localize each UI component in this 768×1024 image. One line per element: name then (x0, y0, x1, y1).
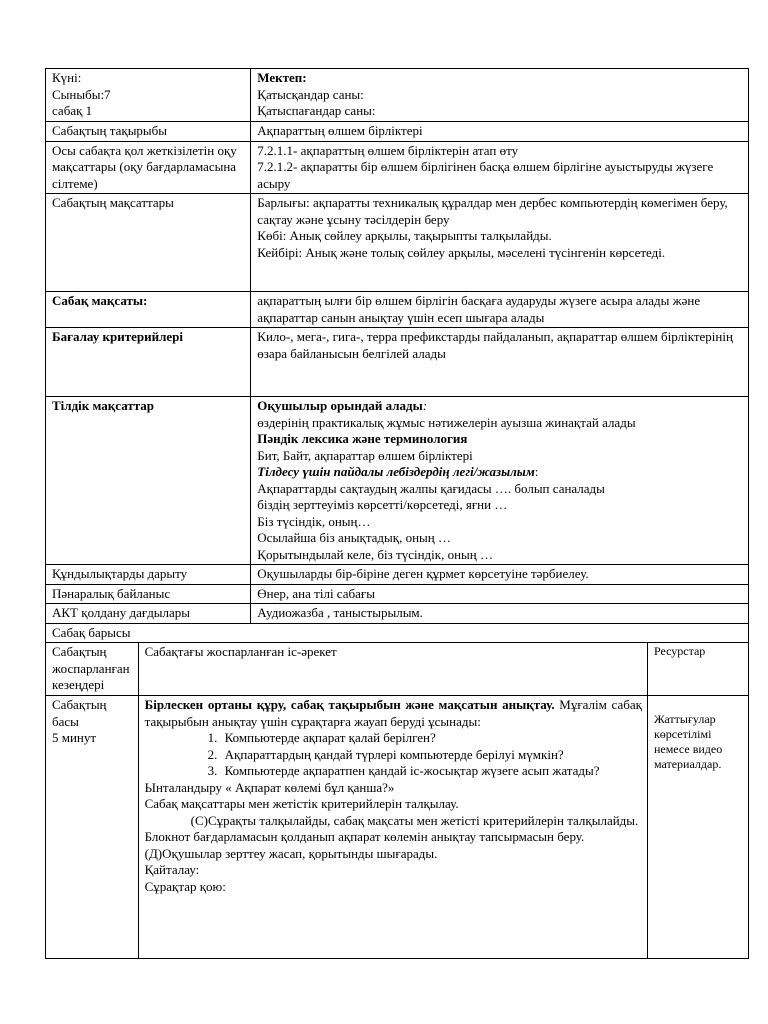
can-do-text: өздерінің практикалық жұмыс нәтижелерін ауызша жинақтай алады (257, 414, 636, 430)
criteria-value: Кило-, мега-, гига-, терра префикстарды пайдаланып, ақпараттар өлшем бірліктерінің өзара байланысын белгілей алады (251, 328, 749, 397)
phrases-title: Тілдесу үшін пайдалы лебіздердің легі/жазылым (257, 464, 535, 479)
class-label: Сыныбы:7 (52, 86, 111, 102)
school-cell (251, 69, 749, 122)
lesson-aim-value: ақпараттың ылғи бір өлшем бірлігін басқаға аударуды жүзеге асыра алады және ақпараттар санын анықтау үшін есеп шығара алады (251, 292, 749, 328)
phrase-3: Біз түсіндік, оның… (257, 513, 371, 529)
date-label: Күні: (52, 70, 82, 85)
stage-start-resources: Жаттығулар көрсетілімі немесе видео материалдар. (647, 696, 748, 959)
notepad-task: Блокнот бағдарламасын қолданып ақпарат көлемін анықтау тапсырмасын беру. (144, 829, 585, 844)
can-do-title: Оқушылыр орындай алады (257, 398, 423, 413)
question-item: 2. Ақпараттардың қандай түрлері компьютерде берілуі мүмкін? (221, 747, 642, 764)
absent-label: Қатыспағандар саны: (257, 103, 376, 118)
stage-start-activity (138, 696, 647, 959)
ict-value: Аудиожазба , таныстырылым. (251, 604, 749, 624)
crosscurricular-row (46, 584, 749, 604)
objectives-row (46, 141, 749, 194)
goal-all: Барлығы: ақпаратты техникалық құралдар мен дербес компьютердің көмегімен беру, сақтау және ұсыну тәсілдерін беру (257, 195, 728, 227)
objectives-label: Осы сабақта қол жеткізілетін оқу мақсаттары (оқу бағдарламасына сілтеме) (46, 141, 251, 194)
topic-row (46, 122, 749, 142)
ict-row (46, 604, 749, 624)
stage-start-row (46, 696, 749, 959)
stage-start-cell (46, 696, 139, 959)
col-resources-header: Ресурстар (647, 643, 748, 696)
progress-header-row (46, 643, 749, 696)
goal-some: Кейбірі: Анық және толық сөйлеу арқылы, мәселені түсінгенін көрсетеді. (257, 244, 666, 260)
lesson-plan (45, 68, 749, 959)
lesson-progress-table (45, 623, 749, 960)
objectives-value (251, 141, 749, 194)
d-line: (Д)Оқушылар зерттеу жасап, қорытынды шығарады. (144, 845, 438, 861)
values-value: Оқушыларды бір-біріне деген құрмет көрсетуіне тәрбиелеу. (251, 565, 749, 585)
phrase-5: Қорытындылай келе, біз түсіндік, оның … (257, 546, 493, 562)
can-do-colon: : (422, 398, 428, 413)
review-label: Қайталау: (144, 862, 200, 877)
stage-start-duration: 5 минут (52, 730, 97, 745)
goal-most: Көбі: Анық сөйлеу арқылы, тақырыпты талқылайды. (257, 228, 552, 243)
c-line: (С)Сұрақты талқылайды, сабақ мақсаты мен жетісті критерийлерін талқылайды. (190, 812, 639, 828)
lesson-aim-row (46, 292, 749, 328)
school-label: Мектеп: (257, 70, 307, 85)
topic-value: Ақпараттың өлшем бірліктері (251, 122, 749, 142)
motivation-text: Ынталандыру « Ақпарат көлемі бұл қанша?» (144, 779, 395, 795)
col-stage-header: Сабақтың жоспарланған кезеңдері (46, 643, 139, 696)
lesson-goals-value (251, 194, 749, 292)
ict-label: АКТ қолдану дағдылары (46, 604, 251, 624)
progress-title-row (46, 623, 749, 643)
phrase-4: Осылайша біз анықтадық, оның … (257, 530, 451, 545)
phrase-2: біздің зерттеуіміз көрсетті/көрсетеді, яғни … (257, 497, 508, 512)
header-row (46, 69, 749, 122)
col-activity-header: Сабақтағы жоспарланған іс-әрекет (138, 643, 647, 696)
language-value (251, 397, 749, 565)
progress-title: Сабақ барысы (46, 623, 749, 643)
crosscurricular-value: Өнер, ана тілі сабағы (251, 584, 749, 604)
ask-label: Сұрақтар қою: (144, 878, 226, 894)
vocab-text: Бит, Байт, ақпараттар өлшем бірліктері (257, 447, 473, 463)
question-item: 1. Компьютерде ақпарат қалай берілген? (221, 730, 642, 747)
criteria-label: Бағалау критерийлері (46, 328, 251, 397)
date-class-cell (46, 69, 251, 122)
phrases-colon: : (534, 464, 539, 479)
objective-2: 7.2.1.2- ақпаратты бір өлшем бірлігінен басқа өлшем бірлігіне ауыстыруды жүзеге асыру (257, 159, 714, 191)
lesson-aim-label: Сабақ мақсаты: (46, 292, 251, 328)
activity-lead-bold: Бірлескен ортаны құру, сабақ тақырыбын және мақсатын анықтау. (144, 697, 555, 712)
values-label: Құндылықтарды дарыту (46, 565, 251, 585)
question-item: 3. Компьютерде ақпаратпен қандай іс-жосықтар жүзеге асып жатады? (221, 763, 642, 780)
lesson-info-table (45, 68, 749, 624)
language-row (46, 397, 749, 565)
present-label: Қатысқандар саны: (257, 86, 364, 102)
language-label: Тілдік мақсаттар (46, 397, 251, 565)
activity-lead-text: Мұғалім сабақ тақырыбын анықтау үшін сұрақтарға жауап беруді ұсынады: (144, 697, 642, 729)
activity-lead (145, 697, 642, 730)
topic-label: Сабақтың тақырыбы (46, 122, 251, 142)
values-row (46, 565, 749, 585)
objective-1: 7.2.1.1- ақпараттың өлшем бірліктерін атап өту (257, 142, 519, 158)
crosscurricular-label: Пәнаралық байланыс (46, 584, 251, 604)
phrase-1: Ақпараттарды сақтаудың жалпы қағидасы …. болып саналады (257, 480, 605, 496)
criteria-row (46, 328, 749, 397)
lesson-goals-label: Сабақтың мақсаттары (46, 194, 251, 292)
question-list (145, 730, 642, 780)
lesson-number: сабақ 1 (52, 103, 93, 118)
vocab-title: Пәндік лексика және терминология (257, 431, 468, 446)
stage-start-label: Сабақтың басы (52, 697, 107, 729)
discuss-text: Сабақ мақсаттары мен жетістік критерийлерін талқылау. (144, 796, 459, 811)
lesson-goals-row (46, 194, 749, 292)
